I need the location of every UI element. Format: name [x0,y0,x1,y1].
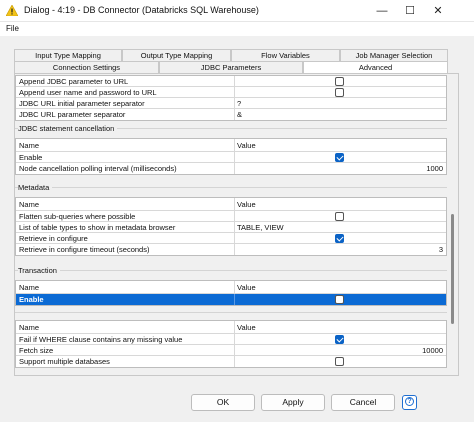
menu-bar [0,22,474,36]
header-value: Value [234,321,445,333]
row-value [234,334,445,344]
configure-timeout-value[interactable]: 3 [234,244,445,255]
title-bar [0,0,474,22]
row-name: Retrieve in configure [19,234,88,243]
retrieve-in-configure-checkbox[interactable] [335,234,344,243]
tab-input-type-mapping[interactable]: Input Type Mapping [14,49,122,61]
row-name: Retrieve in configure timeout (seconds) [19,245,150,254]
table-header [16,281,446,294]
multiple-databases-checkbox[interactable] [335,357,344,366]
table-row[interactable] [16,163,446,174]
tabs-row-bottom [14,61,448,73]
append-credentials-checkbox[interactable] [335,88,344,97]
row-value [234,152,445,162]
row-value [234,356,445,367]
menu-file[interactable]: File [6,24,19,33]
row-name: Append JDBC parameter to URL [19,77,129,86]
misc-table [15,320,447,368]
minimize-button[interactable]: — [376,5,388,17]
table-row[interactable] [16,345,446,356]
table-row[interactable] [16,334,446,345]
append-jdbc-parameter-checkbox[interactable] [335,77,344,86]
group-divider [15,187,447,188]
header-name: Name [19,283,40,292]
metadata-table [15,197,447,256]
row-name: JDBC URL parameter separator [19,110,126,119]
table-row-selected[interactable] [16,294,446,305]
group-title: JDBC statement cancellation [18,124,117,133]
connection-url-table [15,75,447,121]
table-header [16,198,446,211]
row-name: Fetch size [19,346,54,355]
group-divider [15,270,447,271]
polling-interval-value[interactable]: 1000 [234,163,445,174]
row-value [234,76,445,86]
row-name: Enable [19,153,43,162]
row-value [234,233,445,243]
tab-job-manager-selection[interactable]: Job Manager Selection [340,49,448,61]
fail-missing-value-checkbox[interactable] [335,335,344,344]
tab-output-type-mapping[interactable]: Output Type Mapping [122,49,231,61]
header-value: Value [234,281,445,293]
table-types-value[interactable]: TABLE, VIEW [234,222,445,232]
row-value [234,211,445,221]
table-row[interactable] [16,222,446,233]
scrollbar-thumb[interactable] [451,214,454,324]
ok-button[interactable]: OK [191,394,255,411]
vertical-scrollbar[interactable] [447,74,458,375]
row-name: Node cancellation polling interval (milliseconds) [19,164,177,173]
table-row[interactable] [16,211,446,222]
row-name: Support multiple databases [19,357,110,366]
transaction-table [15,280,447,306]
transaction-enable-checkbox[interactable] [335,295,344,304]
table-row[interactable] [16,109,446,120]
row-name: Fail if WHERE clause contains any missing value [19,335,183,344]
header-name: Name [19,323,40,332]
row-value [234,87,445,97]
cancel-button[interactable]: Cancel [331,394,395,411]
header-value: Value [234,139,445,151]
table-row[interactable] [16,233,446,244]
close-button[interactable]: ✕ [433,5,443,17]
table-row[interactable] [16,244,446,255]
table-row[interactable] [16,87,446,98]
group-title: Transaction [18,266,60,275]
flatten-subqueries-checkbox[interactable] [335,212,344,221]
cancellation-enable-checkbox[interactable] [335,153,344,162]
parameter-separator-value[interactable]: & [234,109,445,120]
apply-button[interactable]: Apply [261,394,325,411]
row-name: Flatten sub-queries where possible [19,212,136,221]
row-name: Enable [19,295,44,304]
group-title: Metadata [18,183,52,192]
help-icon: ? [405,397,414,406]
statement-cancellation-table [15,138,447,175]
header-value: Value [234,198,445,210]
tab-connection-settings[interactable]: Connection Settings [14,61,159,73]
table-header [16,321,446,334]
table-row[interactable] [16,76,446,87]
row-name: Append user name and password to URL [19,88,157,97]
row-name: JDBC URL initial parameter separator [19,99,145,108]
advanced-panel [14,73,459,376]
row-value [234,294,445,305]
fetch-size-value[interactable]: 10000 [234,345,445,355]
tab-jdbc-parameters[interactable]: JDBC Parameters [159,61,303,73]
table-row[interactable] [16,356,446,367]
maximize-button[interactable]: ☐ [405,5,415,17]
header-name: Name [19,200,40,209]
warning-icon [6,5,18,16]
tabs-row-top [14,49,448,61]
tab-flow-variables[interactable]: Flow Variables [231,49,340,61]
dialog-footer [0,380,474,422]
window-title: Dialog - 4:19 - DB Connector (Databricks SQL Warehouse) [24,5,259,15]
help-button[interactable] [402,395,417,410]
row-name: List of table types to show in metadata browser [19,223,176,232]
group-divider [15,312,447,313]
tab-advanced[interactable]: Advanced [303,61,448,73]
header-name: Name [19,141,40,150]
table-row[interactable] [16,98,446,109]
table-row[interactable] [16,152,446,163]
table-header [16,139,446,152]
initial-separator-value[interactable]: ? [234,98,445,108]
